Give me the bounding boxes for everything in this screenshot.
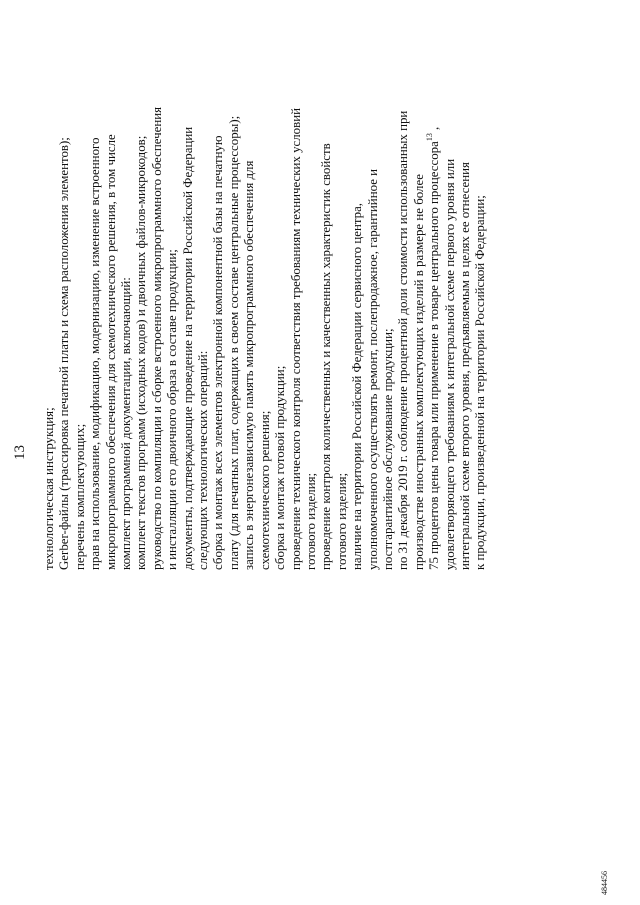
text-line: производстве иностранных комплектующих изделий в размере не более bbox=[411, 174, 426, 570]
text-line: документы, подтверждающие проведение на территории Российской Федерации bbox=[180, 126, 195, 570]
text-line: перечень комплектующих; bbox=[72, 423, 87, 570]
text-line: технологическая инструкция; bbox=[42, 407, 56, 570]
text-line: наличие на территории Российской Федерации сервисного центра, bbox=[350, 202, 365, 570]
text-line: микропрограммного обеспечения для схемотехнического решения, в том числе bbox=[103, 134, 118, 570]
text-line: схемотехнического решения; bbox=[257, 410, 272, 570]
page-number: 13 bbox=[12, 445, 28, 460]
text-line-punctuation: , bbox=[427, 126, 442, 130]
text-line: сборка и монтаж всех элементов электронной компонентной базы на печатную bbox=[211, 135, 226, 570]
body-text bbox=[42, 25, 489, 570]
text-line: интегральной схеме второго уровня, предъявляемым в целях ее отнесения bbox=[457, 162, 472, 570]
text-line: готового изделия; bbox=[303, 472, 318, 570]
text-line: удовлетворяющего требованиям к интегральной схеме первого уровня или bbox=[442, 158, 457, 570]
text-line: по 31 декабря 2019 г. соблюдение процентной доли стоимости использованных при bbox=[396, 110, 411, 570]
text-line-main: 75 процентов цены товара или применение в товаре центрального процессора bbox=[427, 141, 442, 570]
text-line: и инсталляции его двоичного образа в составе продукции; bbox=[165, 249, 180, 570]
text-line: к продукции, произведенной на территории Российской Федерации; bbox=[473, 195, 488, 570]
text-line: следующих технологических операций: bbox=[196, 350, 211, 570]
text-line: Gerber-файлы (трассировка печатной платы и схема расположения элементов); bbox=[57, 137, 72, 570]
text-line: сборка и монтаж готовой продукции; bbox=[273, 365, 288, 570]
text-line: комплект текстов программ (исходных кодов) и двоичных файлов-микрокодов; bbox=[134, 135, 149, 570]
text-line: прав на использование, модификацию, модернизацию, изменение встроенного bbox=[88, 137, 103, 570]
text-line: готового изделия; bbox=[334, 472, 349, 570]
text-line: проведение контроля количественных и качественных характеристик свойств bbox=[319, 143, 334, 570]
document-code: 484456 bbox=[600, 871, 609, 895]
text-line: запись в энергонезависимую память микропрограммного обеспечения для bbox=[242, 160, 257, 570]
text-line: проведение технического контроля соответствия требованиям технических условий bbox=[288, 107, 303, 570]
text-line: комплект программной документации, включающий: bbox=[119, 277, 134, 570]
footnote-marker: 13 bbox=[425, 133, 435, 142]
text-line-with-footnote bbox=[427, 25, 442, 570]
text-line: уполномоченного осуществлять ремонт, послепродажное, гарантийное и bbox=[365, 168, 380, 570]
text-line: постгарантийное обслуживание продукции; bbox=[380, 328, 395, 570]
text-line: плату (для печатных плат, содержащих в своем составе центральные процессоры); bbox=[226, 115, 241, 570]
text-line: руководство по компиляции и сборке встроенного микропрограммного обеспечения bbox=[149, 106, 164, 570]
